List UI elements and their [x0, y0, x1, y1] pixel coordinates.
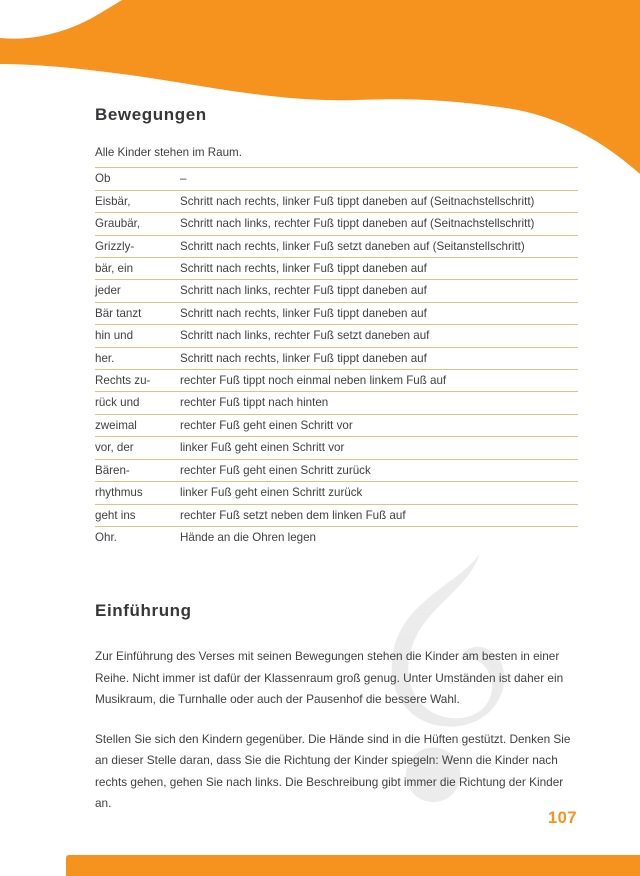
movement-description: rechter Fuß setzt neben dem linken Fuß auf [180, 508, 406, 522]
verse-word: Rechts zu- [95, 374, 151, 388]
table-row [95, 370, 578, 392]
bottom-bar-decoration [66, 855, 640, 876]
movement-description: rechter Fuß geht einen Schritt zurück [180, 463, 371, 477]
movement-description: Schritt nach links, rechter Fuß tippt daneben auf [180, 284, 427, 298]
verse-word: rück und [95, 396, 140, 410]
verse-word: her. [95, 351, 115, 365]
movement-description: Schritt nach rechts, linker Fuß tippt daneben auf [180, 306, 427, 320]
table-row [95, 258, 578, 280]
movement-description: Schritt nach links, rechter Fuß tippt daneben auf (Seitnachstellschritt) [180, 217, 535, 231]
table-row [95, 191, 578, 213]
movement-description: linker Fuß geht einen Schritt vor [180, 441, 345, 455]
verse-word: Grizzly- [95, 239, 135, 253]
section-title-bewegungen: Bewegungen [95, 105, 207, 124]
verse-word: Ob [95, 172, 111, 186]
table-row [95, 213, 578, 235]
movement-description: linker Fuß geht einen Schritt zurück [180, 486, 363, 500]
movement-description: Schritt nach rechts, linker Fuß tippt daneben auf (Seitnachstellschritt) [180, 194, 535, 208]
movement-description: – [180, 172, 187, 186]
table-row [95, 505, 578, 527]
movement-description: Schritt nach rechts, linker Fuß tippt daneben auf [180, 351, 427, 365]
table-row [95, 460, 578, 482]
verse-word: Bär tanzt [95, 306, 142, 320]
movement-description: Hände an die Ohren legen [180, 530, 317, 544]
verse-word: Eisbär, [95, 194, 131, 208]
page-content [95, 106, 578, 815]
movements-table [95, 168, 578, 548]
introduction-paragraph: Stellen Sie sich den Kindern gegenüber. Die Hände sind in die Hüften gestützt. Denken Sie an dieser Stelle daran, dass Sie die Richtung der Kinder spiegeln: Wenn die Kinder nach rechts gehen, gehen Sie nach links. Die Beschreibung gibt immer die Richtung der Kinder an. [95, 731, 571, 811]
introduction-paragraph: Zur Einführung des Verses mit seinen Bewegungen stehen die Kinder am besten in einer Reihe. Nicht immer ist dafür der Klassenraum groß genug. Unter Umständen ist daher ein Musikraum, die Turnhalle oder auch der Pausenhof die bessere Wahl. [95, 649, 564, 707]
verse-word: Graubär, [95, 217, 141, 231]
table-row [95, 280, 578, 302]
table-row [95, 303, 578, 325]
table-row [95, 415, 578, 437]
table-row [95, 168, 578, 190]
table-row [95, 392, 578, 414]
movement-description: Schritt nach rechts, linker Fuß tippt daneben auf [180, 262, 427, 276]
verse-word: rhythmus [95, 486, 143, 500]
table-row [95, 527, 578, 548]
verse-word: Bären- [95, 463, 130, 477]
movement-description: Schritt nach links, rechter Fuß setzt daneben auf [180, 329, 430, 343]
table-row [95, 325, 578, 347]
verse-word: jeder [95, 284, 121, 298]
table-row [95, 437, 578, 459]
table-row [95, 482, 578, 504]
movement-description: rechter Fuß tippt nach hinten [180, 396, 329, 410]
movement-description: rechter Fuß tippt noch einmal neben linkem Fuß auf [180, 374, 447, 388]
table-row [95, 236, 578, 258]
verse-word: bär, ein [95, 262, 134, 276]
table-row [95, 348, 578, 370]
section-title-einfuehrung: Einführung [95, 601, 192, 621]
movements-intro: Alle Kinder stehen im Raum. [95, 146, 578, 168]
verse-word: zweimal [95, 418, 137, 432]
verse-word: vor, der [95, 441, 134, 455]
verse-word: geht ins [95, 508, 136, 522]
movement-description: rechter Fuß geht einen Schritt vor [180, 418, 353, 432]
movement-description: Schritt nach rechts, linker Fuß setzt daneben auf (Seitanstellschritt) [180, 239, 525, 253]
verse-word: hin und [95, 329, 134, 343]
verse-word: Ohr. [95, 530, 117, 544]
page-number: 107 [547, 809, 577, 827]
